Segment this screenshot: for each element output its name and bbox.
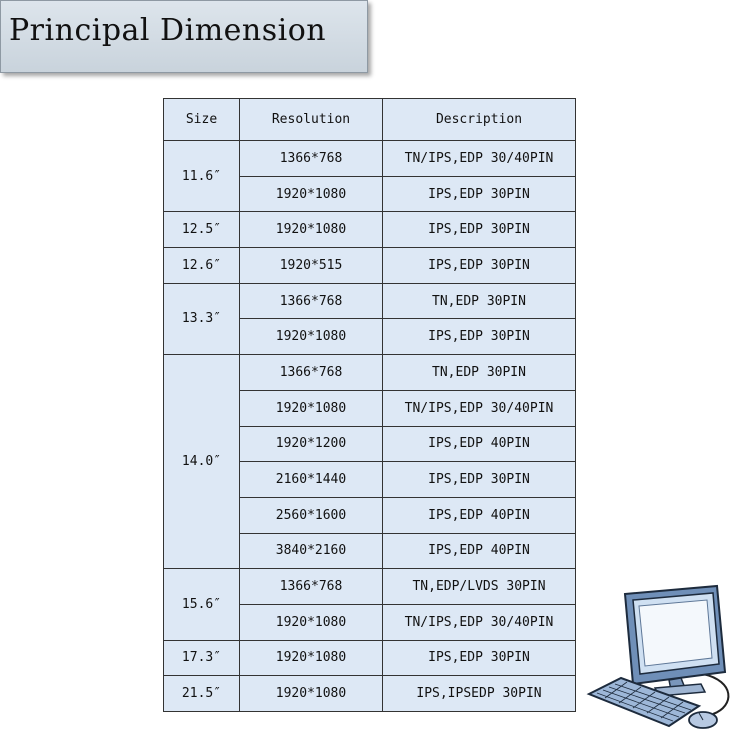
size-column-header: Size	[164, 99, 240, 141]
table-header-row	[164, 99, 576, 141]
resolution-cell: 1366*768	[240, 355, 383, 391]
description-cell: TN,EDP 30PIN	[383, 283, 576, 319]
description-cell: IPS,EDP 30PIN	[383, 462, 576, 498]
description-cell: TN,EDP/LVDS 30PIN	[383, 569, 576, 605]
description-cell: IPS,EDP 40PIN	[383, 426, 576, 462]
table-row	[164, 283, 576, 319]
resolution-cell: 1920*1080	[240, 176, 383, 212]
size-cell: 15.6″	[164, 569, 240, 640]
description-cell: IPS,EDP 30PIN	[383, 248, 576, 284]
size-cell: 13.3″	[164, 283, 240, 354]
table-row	[164, 248, 576, 284]
table-row	[164, 569, 576, 605]
resolution-cell: 1920*1080	[240, 604, 383, 640]
title-banner	[0, 0, 368, 73]
description-cell: IPS,IPSEDP 30PIN	[383, 676, 576, 712]
table-body	[164, 141, 576, 712]
table-row	[164, 676, 576, 712]
size-cell: 11.6″	[164, 141, 240, 212]
resolution-cell: 1366*768	[240, 283, 383, 319]
table-row	[164, 355, 576, 391]
description-cell: IPS,EDP 30PIN	[383, 640, 576, 676]
page-title: Principal Dimension	[9, 13, 327, 48]
description-cell: IPS,EDP 30PIN	[383, 212, 576, 248]
size-cell: 21.5″	[164, 676, 240, 712]
resolution-cell: 1366*768	[240, 569, 383, 605]
description-cell: TN/IPS,EDP 30/40PIN	[383, 390, 576, 426]
description-column-header: Description	[383, 99, 576, 141]
desktop-computer-icon	[585, 576, 745, 736]
resolution-cell: 3840*2160	[240, 533, 383, 569]
resolution-cell: 2160*1440	[240, 462, 383, 498]
description-cell: TN,EDP 30PIN	[383, 355, 576, 391]
resolution-cell: 1366*768	[240, 141, 383, 177]
resolution-cell: 1920*1200	[240, 426, 383, 462]
resolution-cell: 1920*515	[240, 248, 383, 284]
resolution-cell: 1920*1080	[240, 319, 383, 355]
resolution-cell: 1920*1080	[240, 390, 383, 426]
description-cell: TN/IPS,EDP 30/40PIN	[383, 604, 576, 640]
description-cell: IPS,EDP 30PIN	[383, 176, 576, 212]
size-cell: 12.6″	[164, 248, 240, 284]
resolution-cell: 1920*1080	[240, 676, 383, 712]
table-row	[164, 640, 576, 676]
description-cell: IPS,EDP 40PIN	[383, 533, 576, 569]
description-cell: IPS,EDP 40PIN	[383, 497, 576, 533]
size-cell: 14.0″	[164, 355, 240, 569]
size-cell: 17.3″	[164, 640, 240, 676]
table-row	[164, 141, 576, 177]
resolution-column-header: Resolution	[240, 99, 383, 141]
resolution-cell: 2560*1600	[240, 497, 383, 533]
dimension-table	[163, 98, 576, 712]
description-cell: IPS,EDP 30PIN	[383, 319, 576, 355]
description-cell: TN/IPS,EDP 30/40PIN	[383, 141, 576, 177]
size-cell: 12.5″	[164, 212, 240, 248]
table-row	[164, 212, 576, 248]
resolution-cell: 1920*1080	[240, 640, 383, 676]
resolution-cell: 1920*1080	[240, 212, 383, 248]
